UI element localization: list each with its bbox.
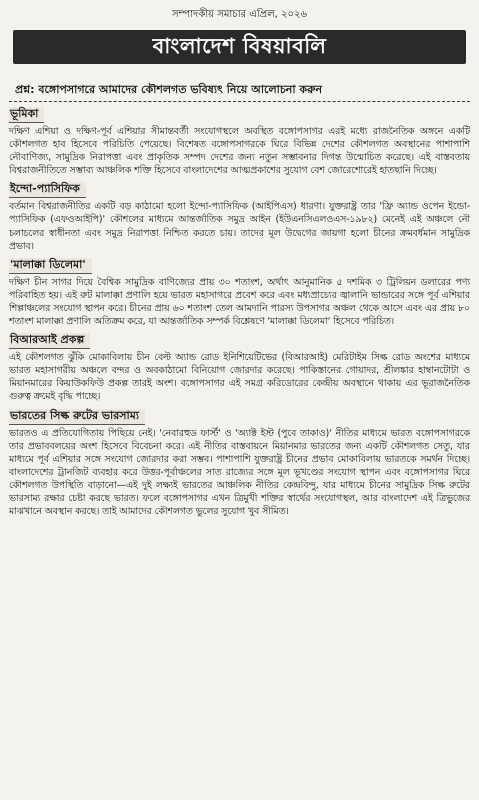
section-indo-pacific: [9, 177, 470, 252]
section-malacca: [9, 253, 470, 328]
title-banner: [13, 30, 466, 64]
publication-header: সম্পাদকীয় সমাচার এপ্রিল, ২০২৬: [171, 9, 308, 20]
section-intro: [9, 102, 470, 177]
section-title: ভূমিকা: [9, 107, 44, 123]
section-text: এই কৌশলগত ঝুঁকি মোকাবিলায় চীন বেল্ট অ্যান্ড রোড ইনিশিয়েটিভের (বিআরআই) মেরিটাইম সিল্ক রোড অংশের মাধ্যমে ভারত মহাসাগরীয় অঞ্চলে বন্দর ও অবকাঠামো বিনিয়োগ জোরদার করেছে। পাকিস্তানের গোয়াদর, শ্রীলঙ্কার হাম্বানটোটা ও মিয়ানমারের কিয়াউকফিউ প্রকল্প তারই অংশ। বঙ্গোপসাগর এই সমগ্র করিডোরের কেন্দ্রীয় অবস্থানে থাকায় এর ভূরাজনৈতিক গুরুত্ব ক্রমেই বৃদ্ধি পাচ্ছে।: [9, 352, 470, 403]
section-text: দক্ষিণ এশিয়া ও দক্ষিণ-পূর্ব এশিয়ার সীমান্তবর্তী সংযোগস্থলে অবস্থিত বঙ্গোপসাগর এরই মধ্যে রাজনৈতিক অঙ্গনে একটি কৌশলগত হাব হিসেবে পরিচিতি পেয়েছে। বিশেষত বঙ্গোপসাগরকে ঘিরে বিভিন্ন দেশের কৌশলগত অবস্থানের পাশাপাশি নৌবাণিজ্য, সামুদ্রিক নিরাপত্তা এবং প্রাকৃতিক সম্পদ দেশের জন্য নতুন সম্ভাবনার দিগন্ত উন্মোচিত করেছে। এই বাস্তবতায় বিশ্বরাজনীতিতে সম্ভাব্য আঞ্চলিক শক্তি হিসেবে বাংলাদেশের আত্মপ্রকাশের সুযোগ বেশ জোরেশোরেই হাতছানি দিচ্ছে।: [9, 126, 470, 177]
section-title: ভারতের সিল্ক রুটের ভারসাম্য: [9, 409, 145, 425]
section-bri: [9, 328, 470, 403]
section-text: বর্তমান বিশ্বরাজনীতির একটি বড় কাঠামো হলো ইন্দো-প্যাসিফিক (আইপিএস) ধারণা। যুক্তরাষ্ট্র তার 'ফ্রি অ্যান্ড ওপেন ইন্ডো-প্যাসিফিক (এফওআইপি)' কৌশলের মাধ্যমে আন্তর্জাতিক সমুদ্র আইন (ইউএনসিএলওএস-১৯৮২) মেনেই এই অঞ্চলে নৌ চলাচলের স্বাধীনতা এবং সমুদ্র নিরাপত্তা নিশ্চিত করতে চায়। তাদের মূল উদ্বেগের জায়গা হলো চীনের ক্রমবর্ধমান সামুদ্রিক প্রভাব।: [9, 201, 470, 252]
section-text: দক্ষিণ চীন সাগর দিয়ে বৈশ্বিক সামুদ্রিক বাণিজ্যের প্রায় ৩০ শতাংশ, অর্থাৎ আনুমানিক ৫ দশমিক ৩ ট্রিলিয়ন ডলারের পণ্য পরিবাহিত হয়। এই রুট মালাক্কা প্রণালি হয়ে ভারত মহাসাগরে প্রবেশ করে এবং মধ্যপ্রাচ্যের জ্বালানি ভান্ডারের সঙ্গে পূর্ব এশিয়ার শিল্পাঞ্চলের সংযোগ স্থাপন করে। চীনের প্রায় ৬০ শতাংশ তেল আমদানি পারস্য উপসাগর অঞ্চল থেকে আসে এবং এর প্রায় ৮০ শতাংশ মালাক্কা প্রণালি অতিক্রম করে, যা আন্তর্জাতিক সম্পর্ক বিশ্লেষণে 'মালাক্কা ডিলেমা' হিসেবে পরিচিত।: [9, 276, 470, 328]
section-text: ভারতও এ প্রতিযোগিতায় পিছিয়ে নেই। 'নেবারহুড ফার্স্ট' ও 'অ্যাক্ট ইস্ট (পুবে তাকাও)' নীতির মাধ্যমে ভারত বঙ্গোপসাগরকে তার প্রভাববলয়ের অংশ হিসেবে বিবেচনা করে। এই নীতির বাস্তবায়নে মিয়ানমার ভারতের জন্য একটি কৌশলগত সেতু, যার মাধ্যমে পূর্ব এশিয়ার সঙ্গে সংযোগ জোরদার করা সম্ভব। পাশাপাশি যুক্তরাষ্ট্র চীনের প্রভাব মোকাবিলায় ভারতকে সমর্থন দিচ্ছে। বাংলাদেশের ট্রানজিট ব্যবহার করে উত্তর-পূর্বাঞ্চলের সাত রাজ্যের সঙ্গে মূল ভূখণ্ডের সংযোগ স্থাপন এবং বঙ্গোপসাগর ঘিরে কৌশলগত উপস্থিতি বাড়ানো—এই দুই লক্ষ্যই ভারতের আঞ্চলিক নীতির কেন্দ্রবিন্দু, যার মাধ্যমে চীনের সামুদ্রিক সিল্ক রুটের ভারসাম্য রক্ষার চেষ্টা করছে ভারত। ফলে বঙ্গোপসাগর এখন ত্রিমুখী শক্তির স্বার্থের সংযোগস্থল, আর বাংলাদেশ এই ত্রিভুজের মাঝখানে অবস্থান করছে। তাই আমাদের কৌশলগত ভুলের সুযোগ খুব সীমিত।: [9, 427, 470, 518]
section-title: ইন্দো-প্যাসিফিক: [9, 182, 86, 198]
banner-title: বাংলাদেশ বিষয়াবলি: [152, 32, 327, 58]
question-heading: প্রশ্ন: বঙ্গোপসাগরে আমাদের কৌশলগত ভবিষ্যৎ নিয়ে আলোচনা করুন: [15, 83, 323, 96]
section-title: বিআরআই প্রকল্প: [9, 333, 90, 349]
section-title: 'মালাক্কা ডিলেমা': [9, 258, 92, 274]
section-india-silk-route: [9, 404, 470, 519]
